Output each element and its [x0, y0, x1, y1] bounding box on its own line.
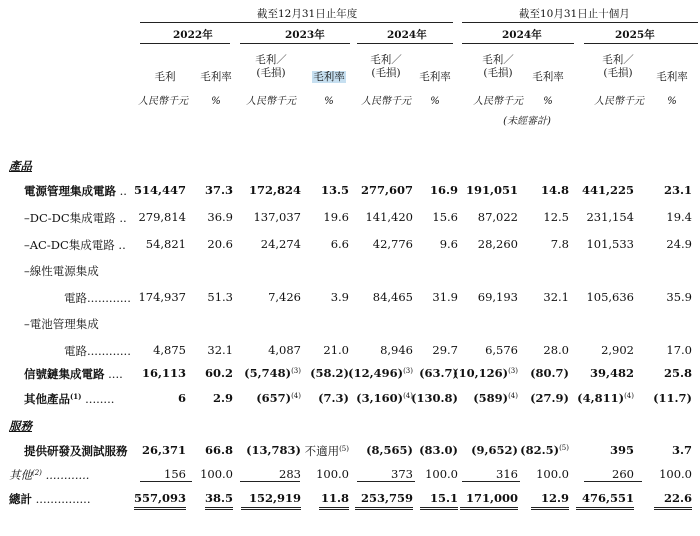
table-cell: 283 [279, 467, 301, 481]
table-cell: (80.7) [530, 366, 569, 380]
total-double-rule [654, 507, 692, 510]
table-cell: 12.9 [540, 491, 569, 505]
table-cell: 51.3 [207, 290, 233, 304]
table-cell: 8,946 [380, 343, 413, 357]
col-gross-margin-2024-ten-months: 毛利率 [532, 71, 564, 83]
row-label: 其他產品$^{(1)}$ ........ [24, 392, 115, 406]
unit-pct-2023: % [324, 96, 334, 107]
table-cell: 231,154 [586, 210, 634, 224]
table-cell: 26,371 [141, 443, 186, 457]
table-cell: 22.6 [663, 491, 692, 505]
col-gross-profit-loss-2023: 毛利／ (毛損) [255, 54, 287, 79]
table-cell: 66.8 [204, 443, 233, 457]
table-cell: 476,551 [581, 491, 634, 505]
table-cell: 9.6 [439, 237, 458, 251]
table-cell: (130.8) [411, 391, 458, 405]
total-rule-top-7 [462, 481, 520, 482]
table-cell: 17.0 [666, 343, 692, 357]
table-cell: 557,093 [133, 491, 186, 505]
total-double-rule [205, 507, 233, 510]
row-label [24, 316, 99, 332]
table-cell: 15.6 [432, 210, 458, 224]
year-rule-2025-ten-months [584, 43, 698, 44]
col-gross-margin-2025-ten-months: 毛利率 [656, 71, 688, 83]
table-cell: (27.9) [530, 391, 569, 405]
table-cell: $(10,126)^{(3)}$ [453, 366, 518, 380]
table-cell: 不適用$^{(5)}$ [304, 444, 349, 458]
table-cell: $(3,160)^{(4)}$ [356, 391, 413, 405]
table-cell: 16,113 [141, 366, 186, 380]
table-cell: 69,193 [477, 290, 518, 304]
table-cell: 373 [391, 467, 413, 481]
table-cell: 25.8 [663, 366, 692, 380]
year-2022: 2022年 [173, 29, 213, 41]
col-gross-profit-loss-2024: 毛利／ (毛損) [370, 54, 402, 79]
year-2024-ten-months: 2024年 [502, 29, 542, 41]
row-label-line2: 電路............ [64, 291, 131, 305]
table-cell: (7.3) [318, 391, 349, 405]
table-cell: 35.9 [666, 290, 692, 304]
row-label: 其他$^{(2)}$ ............ [9, 468, 90, 482]
table-cell: 87,022 [477, 210, 518, 224]
table-cell: 20.6 [207, 237, 233, 251]
table-cell: 37.3 [204, 183, 233, 197]
table-cell: (8,565) [366, 443, 413, 457]
period-rule-full-year [140, 22, 453, 23]
table-cell: 441,225 [581, 183, 634, 197]
table-cell: 171,000 [465, 491, 518, 505]
table-cell: 316 [496, 467, 518, 481]
table-cell: 28.0 [543, 343, 569, 357]
unit-rmb-2022: 人民幣千元 [138, 96, 188, 107]
table-cell: $(657)^{(4)}$ [256, 391, 301, 405]
table-cell: 42,776 [372, 237, 413, 251]
table-cell: 137,037 [253, 210, 301, 224]
table-cell: 101,533 [586, 237, 634, 251]
unit-pct-2024-ten-months: % [543, 96, 553, 107]
row-label: –AC-DC集成電路 .. [24, 238, 126, 252]
table-cell: (11.7) [653, 391, 692, 405]
table-cell: $(82.5)^{(5)}$ [520, 443, 569, 457]
table-cell: 39,482 [589, 366, 634, 380]
table-cell: 172,824 [248, 183, 301, 197]
table-cell: 100.0 [536, 467, 569, 481]
period-ten-months-header: 截至10月31日止十個月 [519, 8, 630, 20]
unit-pct-2025-ten-months: % [667, 96, 677, 107]
unit-rmb-2025-ten-months: 人民幣千元 [594, 96, 644, 107]
table-cell: 3.7 [671, 443, 692, 457]
total-rule-top-1 [140, 481, 192, 482]
table-cell: 279,814 [138, 210, 186, 224]
table-cell: 174,937 [138, 290, 186, 304]
period-rule-ten-months [462, 22, 698, 23]
table-cell: (63.7) [419, 366, 458, 380]
table-cell: 260 [612, 467, 634, 481]
table-cell: 514,447 [133, 183, 186, 197]
year-rule-2024 [357, 43, 453, 44]
total-double-rule [319, 507, 349, 510]
row-label-line1: –線性電源集成 [24, 264, 99, 278]
table-cell: $(12,496)^{(3)}$ [348, 366, 413, 380]
row-label: –DC-DC集成電路 .. [24, 211, 127, 225]
total-double-rule [241, 507, 301, 510]
table-cell: 6.6 [330, 237, 349, 251]
table-cell: 38.5 [204, 491, 233, 505]
unaudited-note: (未經審計) [503, 116, 551, 127]
year-2024: 2024年 [387, 29, 427, 41]
total-double-rule [420, 507, 458, 510]
total-double-rule [531, 507, 569, 510]
year-rule-2024-ten-months [462, 43, 574, 44]
unit-pct-2022: % [211, 96, 221, 107]
table-cell: (9,652) [471, 443, 518, 457]
table-cell: 156 [164, 467, 186, 481]
row-label: 電源管理集成電路 .. [24, 184, 127, 198]
table-cell: 19.6 [323, 210, 349, 224]
total-double-rule [134, 507, 186, 510]
table-cell: 84,465 [372, 290, 413, 304]
col-gross-profit-2022: 毛利 [154, 71, 176, 83]
year-2025-ten-months: 2025年 [615, 29, 655, 41]
total-rule-top-9 [584, 481, 642, 482]
total-rule-top-3 [240, 481, 300, 482]
row-label-line1: –電池管理集成 [24, 317, 99, 331]
unit-pct-2024: % [430, 96, 440, 107]
table-cell: 7.8 [550, 237, 569, 251]
table-cell: (58.2) [310, 366, 349, 380]
table-cell: 13.5 [320, 183, 349, 197]
col-gross-profit-loss-2025-ten-months: 毛利／ (毛損) [602, 54, 634, 79]
table-cell: 15.1 [429, 491, 458, 505]
table-cell: 100.0 [200, 467, 233, 481]
table-cell: 12.5 [543, 210, 569, 224]
table-cell: 277,607 [360, 183, 413, 197]
table-cell: 4,087 [268, 343, 301, 357]
col-gross-margin-2024: 毛利率 [419, 71, 451, 83]
table-cell: 6,576 [485, 343, 518, 357]
table-cell: 16.9 [429, 183, 458, 197]
table-cell: 36.9 [207, 210, 233, 224]
table-cell: 141,420 [365, 210, 413, 224]
table-cell: 32.1 [543, 290, 569, 304]
table-cell: 2.9 [212, 391, 233, 405]
table-cell: 29.7 [432, 343, 458, 357]
row-label: 信號鏈集成電路 .... [24, 367, 123, 381]
table-cell: 7,426 [268, 290, 301, 304]
unit-rmb-2024: 人民幣千元 [361, 96, 411, 107]
table-cell: 23.1 [663, 183, 692, 197]
table-cell: 191,051 [465, 183, 518, 197]
table-cell: 21.0 [323, 343, 349, 357]
table-cell: 100.0 [316, 467, 349, 481]
row-label [24, 263, 99, 279]
total-rule-top-5 [357, 481, 415, 482]
table-cell: 100.0 [659, 467, 692, 481]
table-cell: 152,919 [248, 491, 301, 505]
section-products: 產品 [9, 159, 32, 173]
period-full-year-header: 截至12月31日止年度 [257, 8, 358, 20]
table-cell: 6 [177, 391, 186, 405]
table-cell: 3.9 [330, 290, 349, 304]
table-cell: 14.8 [540, 183, 569, 197]
table-cell: (13,783) [246, 443, 301, 457]
col-gross-margin-2023-highlighted: 毛利率 [313, 71, 345, 83]
table-cell: $(5,748)^{(3)}$ [244, 366, 301, 380]
total-double-rule [576, 507, 634, 510]
year-rule-2023 [240, 43, 350, 44]
row-label: 提供研發及測試服務 [24, 444, 128, 458]
total-double-rule [460, 507, 518, 510]
table-cell: 24.9 [666, 237, 692, 251]
table-cell: (83.0) [419, 443, 458, 457]
table-cell: $(589)^{(4)}$ [473, 391, 518, 405]
table-cell: 24,274 [260, 237, 301, 251]
table-cell: 100.0 [425, 467, 458, 481]
table-cell: 28,260 [477, 237, 518, 251]
year-rule-2022 [140, 43, 230, 44]
section-services: 服務 [9, 419, 32, 433]
row-label: 總計 ............... [9, 492, 91, 506]
col-gross-profit-loss-2024-ten-months: 毛利／ (毛損) [482, 54, 514, 79]
year-2023: 2023年 [285, 29, 325, 41]
table-cell: 2,902 [601, 343, 634, 357]
table-cell: 4,875 [153, 343, 186, 357]
col-gross-margin-2022: 毛利率 [200, 71, 232, 83]
table-cell: 31.9 [432, 290, 458, 304]
unit-rmb-2023: 人民幣千元 [246, 96, 296, 107]
table-cell: $(4,811)^{(4)}$ [577, 391, 634, 405]
table-cell: 54,821 [145, 237, 186, 251]
table-cell: 60.2 [204, 366, 233, 380]
table-cell: 105,636 [586, 290, 634, 304]
unit-rmb-2024-ten-months: 人民幣千元 [473, 96, 523, 107]
table-cell: 395 [609, 443, 634, 457]
row-label-line2: 電路............ [64, 344, 131, 358]
table-cell: 19.4 [666, 210, 692, 224]
table-cell: 253,759 [360, 491, 413, 505]
total-double-rule [355, 507, 413, 510]
table-cell: 32.1 [207, 343, 233, 357]
table-cell: 11.8 [320, 491, 349, 505]
